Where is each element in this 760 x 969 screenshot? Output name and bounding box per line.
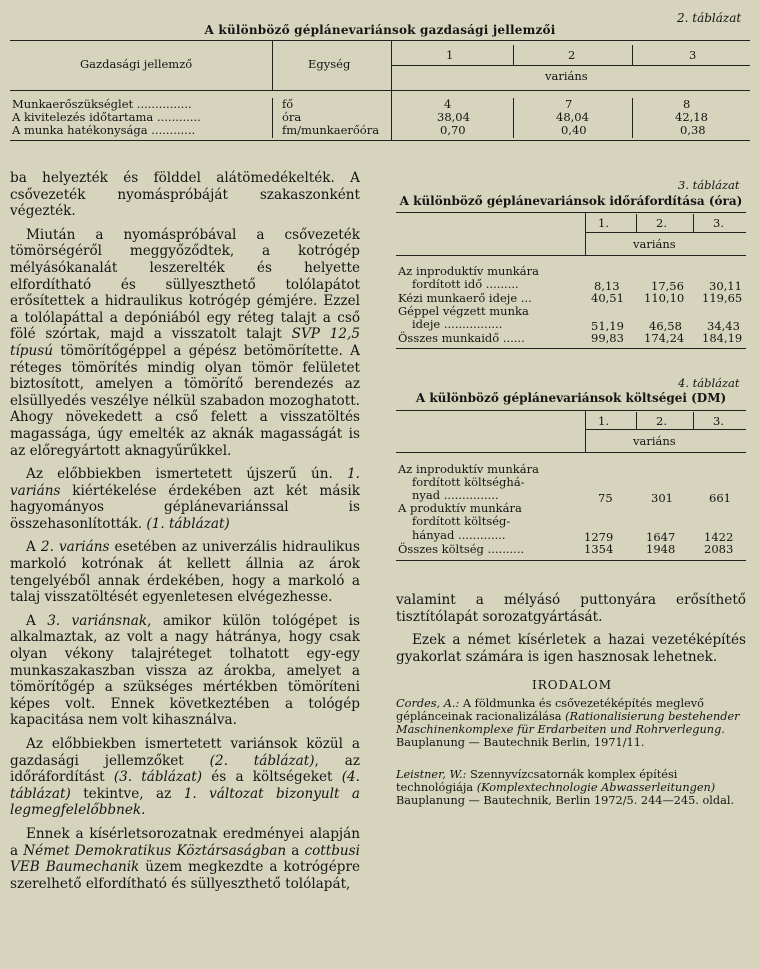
table-row-value: 46,58 [649, 319, 682, 333]
table-4-rule [585, 429, 746, 430]
table-row-value: 119,65 [702, 291, 743, 305]
table-row-name: hányad ............. [412, 528, 506, 542]
table-2-divider [272, 98, 273, 138]
table-3-variant-3: 3. [713, 216, 724, 230]
table-2-variant-2: 2 [568, 48, 576, 62]
paragraph: Ezek a német kísérletek a hazai vezetéképítés gyakorlat számára is igen hasznosak lehetnek. [396, 632, 746, 665]
table-row-name: fordított költséghá- [412, 475, 525, 489]
table-4-variant-3: 3. [713, 414, 724, 428]
table-2-divider [513, 45, 514, 65]
table-row-value: 184,19 [702, 331, 743, 345]
table-4-divider [693, 412, 694, 429]
table-4-variant-1: 1. [598, 414, 609, 428]
table-row-value: 0,38 [680, 123, 706, 137]
table-4-bottom-rule [396, 560, 746, 561]
table-row-value: 301 [651, 491, 673, 505]
table-2-divider [513, 98, 514, 138]
table-row-name: Kézi munkaerő ideje ... [398, 291, 532, 305]
table-row-unit: óra [282, 110, 302, 124]
reference-1: Cordes, A.: A földmunka és csővezetéképítés meglevő géplánceinak racionalizálása (Rationalisierung bestehender Maschinenkomplexe für Erdarbeiten und Rohrverlegung. Bauplanung — Bautechnik Berlin, 1971/11. [396, 697, 740, 749]
table-row-name: A munka hatékonysága ............ [12, 123, 196, 137]
table-2-variant-3: 3 [689, 48, 697, 62]
paragraph: ba helyezték és földdel alátömedékelték. A csővezeték nyomáspróbáját szakaszonként végezték. [10, 170, 360, 220]
table-row-unit: fő [282, 97, 294, 111]
table-row-name: fordított költség- [412, 514, 511, 528]
table-4-label: 4. táblázat [678, 376, 740, 390]
table-row-name: A kivitelezés időtartama ............ [12, 110, 201, 124]
paragraph: Ennek a kísérletsorozatnak eredményei alapján a Német Demokratikus Köztársaságban a cottbusi VEB Baumechanik üzem megkezdte a kotrógépre szerelhető elfordítható és süllyeszthető tolólapát, [10, 825, 361, 892]
table-row-value: 1279 [584, 530, 614, 544]
table-row-value: 1647 [646, 530, 676, 544]
table-2-top-rule [10, 40, 750, 41]
table-4-divider [636, 412, 637, 429]
table-2-label: 2. táblázat [677, 11, 742, 25]
table-row-value: 17,56 [651, 279, 684, 293]
table-3-divider [693, 214, 694, 232]
table-2-variant-label: variáns [545, 69, 588, 83]
table-4-top-rule [396, 410, 746, 411]
table-row-value: 7 [565, 97, 573, 111]
table-row-value: 4 [444, 97, 452, 111]
table-3-divider [636, 214, 637, 232]
table-row-value: 8 [683, 97, 691, 111]
table-row-value: 38,04 [437, 110, 470, 124]
table-3-title: A különböző géplánevariánsok időráfordítása (óra) [399, 194, 743, 208]
table-3-label: 3. táblázat [678, 178, 740, 192]
table-row-value: 0,70 [440, 123, 466, 137]
table-row-name: nyad ............... [412, 488, 499, 502]
table-2-divider [272, 40, 273, 90]
table-3-divider [585, 212, 586, 255]
paragraph: A 2. variáns esetében az univerzális hidraulikus markoló kotrónak át kellett állnia az árok tengelyéből annak érdekében, hogy a markoló a talaj visszatöltését egyenletesen elvégezhesse. [10, 539, 361, 606]
paragraph: Miután a nyomáspróbával a csővezeték tömörségéről meggyőződtek, a kotrógép mélyásókanalát leszerelték és helyette elfordítható és süllyeszthető tolólapátot erősítettek a hidraulikus kotrógép gémjére. Ezzel a tolólapáttal a depóniából egy réteg talajt a cső fölé szórtak, majd a visszatolt talajt SVP 12,5 típusú tömörítőgéppel a gépész betömörítette. A réteges tömörítés mindig olyan tömör felületet biztosított, amelyen a tömörítő berendezés az elsüllyedés veszélye nélkül szabadon mozoghatott. Ahogy növekedett a cső felett a visszatöltés magassága, úgy emelték az aknák magasságát is az előregyártott aknagyűrűkkel. [10, 226, 360, 459]
table-row-name: Az inproduktív munkára [398, 264, 539, 278]
table-2-variant-1: 1 [446, 48, 454, 62]
table-row-value: 99,83 [591, 331, 624, 345]
table-row-name: Összes munkaidő ...... [398, 331, 525, 345]
table-row-value: 40,51 [591, 291, 624, 305]
left-column [10, 170, 360, 899]
table-row-value: 48,04 [556, 110, 589, 124]
table-row-value: 1948 [646, 542, 676, 556]
table-row-value: 34,43 [707, 319, 740, 333]
table-4-variant-2: 2. [656, 414, 667, 428]
table-row-value: 75 [598, 491, 613, 505]
table-3-bottom-rule [396, 348, 746, 349]
table-row-value: 1354 [584, 542, 614, 556]
table-4-title: A különböző géplánevariánsok költségei (DM) [415, 391, 727, 405]
table-row-name: Összes költség .......... [398, 542, 525, 556]
table-row-unit: fm/munkaerőóra [282, 123, 380, 137]
table-4-variant-label: variáns [633, 434, 676, 448]
table-row-name: A produktív munkára [398, 501, 522, 515]
table-row-value: 661 [709, 491, 731, 505]
table-row-name: Munkaerőszükséglet ............... [12, 97, 192, 111]
literature-heading: IRODALOM [532, 678, 612, 692]
table-row-value: 2083 [704, 542, 734, 556]
table-4-divider [585, 410, 586, 452]
table-2-divider [632, 45, 633, 65]
table-2-header-char: Gazdasági jellemző [80, 57, 193, 71]
table-row-value: 51,19 [591, 319, 624, 333]
table-row-value: 42,18 [675, 110, 708, 124]
paragraph: Az előbbiekben ismertetett újszerű ún. 1. variáns kiértékelése érdekében azt két másik hagyományos géplánevariánssal is összehasonlították. (1. táblázat) [10, 466, 360, 532]
table-2-divider [632, 98, 633, 138]
paragraph: valamint a mélyásó puttonyára erősíthető tisztítólapát sorozatgyártását. [396, 592, 746, 625]
table-row-name: Az inproduktív munkára [398, 462, 539, 476]
paragraph: Az előbbiekben ismertetett variánsok közül a gazdasági jellemzőket (2. táblázat), az időráfordítást (3. táblázat) és a költségeket (4. táblázat) tekintve, az 1. változat bizonyult a legmegfelelőbbnek. [10, 736, 360, 819]
table-row-name: Géppel végzett munka [398, 304, 529, 318]
table-row-name: fordított idő ......... [412, 277, 519, 291]
table-4-rule [396, 452, 746, 453]
table-row-value: 8,13 [594, 279, 620, 293]
table-3-top-rule [396, 212, 746, 213]
table-3-rule [396, 255, 746, 256]
table-row-name: ideje ................ [412, 317, 503, 331]
table-3-variant-2: 2. [656, 216, 667, 230]
right-column [396, 592, 746, 672]
table-2-bottom-rule [10, 140, 750, 141]
table-row-value: 0,40 [561, 123, 587, 137]
table-3-variant-1: 1. [598, 216, 609, 230]
paragraph: A 3. variánsnak, amikor külön tológépet is alkalmaztak, az volt a nagy hátránya, hogy csak olyan vékony talajréteget tolhatott egy-egy munkaszakaszban vissza az árokba, amelyet a tömörítőgép a szükséges mértékben tömöríteni képes volt. Ennek következtében a tológép kapacitása nem volt kihasználva. [10, 612, 360, 729]
table-row-value: 174,24 [644, 331, 685, 345]
table-2-header-unit: Egység [308, 57, 351, 71]
reference-2: Leistner, W.: Szennyvízcsatornák komplex építési technológiája (Komplextechnologie Abwasserleitungen) Bauplanung — Bautechnik, Berlin 1972/5. 244—245. oldal. [396, 768, 735, 807]
table-2-title: A különböző géplánevariánsok gazdasági jellemzői [204, 23, 556, 37]
table-3-variant-label: variáns [633, 237, 676, 251]
table-2-rule [391, 65, 750, 66]
table-row-value: 110,10 [644, 291, 685, 305]
table-2-rule [10, 90, 750, 91]
table-row-value: 1422 [704, 530, 734, 544]
table-row-value: 30,11 [709, 279, 742, 293]
table-3-rule [585, 232, 746, 233]
